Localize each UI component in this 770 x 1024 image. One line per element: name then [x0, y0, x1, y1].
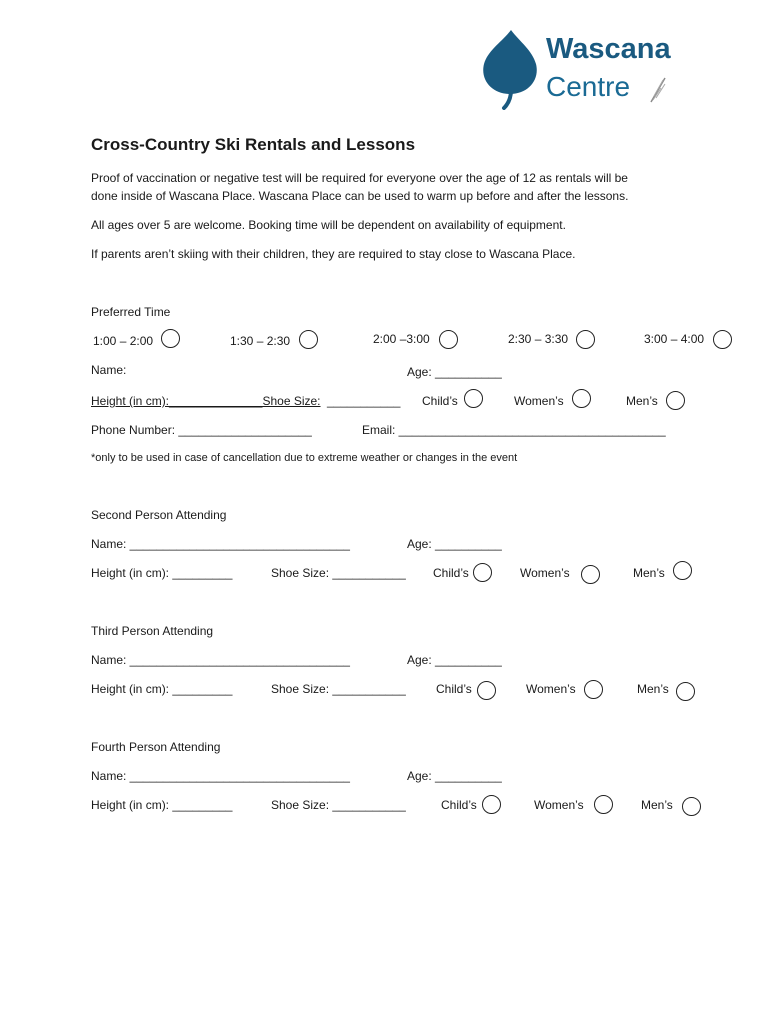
- third-person-childs-label: Child’s: [436, 682, 472, 696]
- second-person-womens-label: Women’s: [520, 566, 570, 580]
- womens-radio[interactable]: [572, 389, 591, 408]
- time-slot-label-5: 3:00 – 4:00: [644, 332, 705, 346]
- second-person-height-field[interactable]: Height (in cm): _________: [91, 566, 233, 580]
- childs-label: Child’s: [422, 394, 458, 408]
- fourth-person-childs-radio[interactable]: [482, 795, 501, 814]
- logo-line1: Wascana: [546, 33, 671, 65]
- womens-label: Women’s: [514, 394, 564, 408]
- third-person-mens-radio[interactable]: [676, 682, 695, 701]
- second-person-mens-label: Men’s: [633, 566, 665, 580]
- name-label: Name:: [91, 363, 127, 377]
- second-person-childs-label: Child’s: [433, 566, 469, 580]
- second-person-womens-radio[interactable]: [581, 565, 600, 584]
- shoe-size-blank[interactable]: ___________: [327, 394, 401, 408]
- time-slot-radio-2[interactable]: [299, 330, 318, 349]
- logo-line2: Centre: [546, 71, 631, 102]
- height-field[interactable]: [91, 394, 321, 408]
- height-label: Height (in cm):: [91, 394, 170, 408]
- time-slot-label-2: 1:30 – 2:30: [230, 334, 291, 348]
- third-person-height-field[interactable]: Height (in cm): _________: [91, 682, 233, 696]
- intro-line-2: done inside of Wascana Place. Wascana Place can be used to warm up before and after the lessons.: [91, 189, 629, 203]
- fourth-person-name-field[interactable]: Name: _________________________________: [91, 769, 350, 783]
- time-slot-label-4: 2:30 – 3:30: [508, 332, 569, 346]
- page-title: Cross-Country Ski Rentals and Lessons: [91, 135, 416, 154]
- time-slot-radio-1[interactable]: [161, 329, 180, 348]
- mens-label: Men’s: [626, 394, 658, 408]
- second-person-heading: Second Person Attending: [91, 508, 227, 522]
- time-slot-radio-4[interactable]: [576, 330, 595, 349]
- third-person-womens-radio[interactable]: [584, 680, 603, 699]
- fourth-person-childs-label: Child’s: [441, 798, 477, 812]
- email-field[interactable]: Email: ________________________________________: [362, 423, 666, 437]
- age-field[interactable]: Age: __________: [407, 365, 502, 379]
- intro-paragraph-2: All ages over 5 are welcome. Booking time will be dependent on availability of equipment.: [91, 218, 566, 232]
- time-slot-radio-3[interactable]: [439, 330, 458, 349]
- third-person-heading: Third Person Attending: [91, 624, 214, 638]
- fourth-person-mens-label: Men’s: [641, 798, 673, 812]
- mens-radio[interactable]: [666, 391, 685, 410]
- intro-paragraph-3: If parents aren’t skiing with their children, they are required to stay close to Wascana Place.: [91, 247, 576, 261]
- second-person-age-field[interactable]: Age: __________: [407, 537, 502, 551]
- second-person-childs-radio[interactable]: [473, 563, 492, 582]
- fourth-person-age-field[interactable]: Age: __________: [407, 769, 502, 783]
- third-person-name-field[interactable]: Name: _________________________________: [91, 653, 350, 667]
- third-person-age-field[interactable]: Age: __________: [407, 653, 502, 667]
- third-person-mens-label: Men’s: [637, 682, 669, 696]
- second-person-name-field[interactable]: Name: _________________________________: [91, 537, 350, 551]
- height-blank: ______________: [169, 394, 263, 408]
- shoe-size-label: Shoe Size:: [262, 394, 321, 408]
- fourth-person-height-field[interactable]: Height (in cm): _________: [91, 798, 233, 812]
- intro-line-1: Proof of vaccination or negative test will be required for everyone over the age of 12 as rentals will be: [91, 171, 628, 185]
- second-person-mens-radio[interactable]: [673, 561, 692, 580]
- fourth-person-mens-radio[interactable]: [682, 797, 701, 816]
- feather-icon: [648, 76, 668, 104]
- fourth-person-heading: Fourth Person Attending: [91, 740, 221, 754]
- third-person-shoe-size-field[interactable]: Shoe Size: ___________: [271, 682, 406, 696]
- third-person-childs-radio[interactable]: [477, 681, 496, 700]
- childs-radio[interactable]: [464, 389, 483, 408]
- cancellation-note: *only to be used in case of cancellation due to extreme weather or changes in the event: [91, 452, 518, 464]
- preferred-time-heading: Preferred Time: [91, 305, 171, 319]
- phone-number-field[interactable]: Phone Number: ____________________: [91, 423, 312, 437]
- time-slot-label-3: 2:00 –3:00: [373, 332, 430, 346]
- aspen-leaf-icon: [480, 28, 542, 110]
- time-slot-label-1: 1:00 – 2:00: [93, 334, 154, 348]
- third-person-womens-label: Women’s: [526, 682, 576, 696]
- fourth-person-shoe-size-field[interactable]: Shoe Size: ___________: [271, 798, 406, 812]
- fourth-person-womens-label: Women’s: [534, 798, 584, 812]
- logo: [480, 28, 680, 112]
- time-slot-radio-5[interactable]: [713, 330, 732, 349]
- fourth-person-womens-radio[interactable]: [594, 795, 613, 814]
- second-person-shoe-size-field[interactable]: Shoe Size: ___________: [271, 566, 406, 580]
